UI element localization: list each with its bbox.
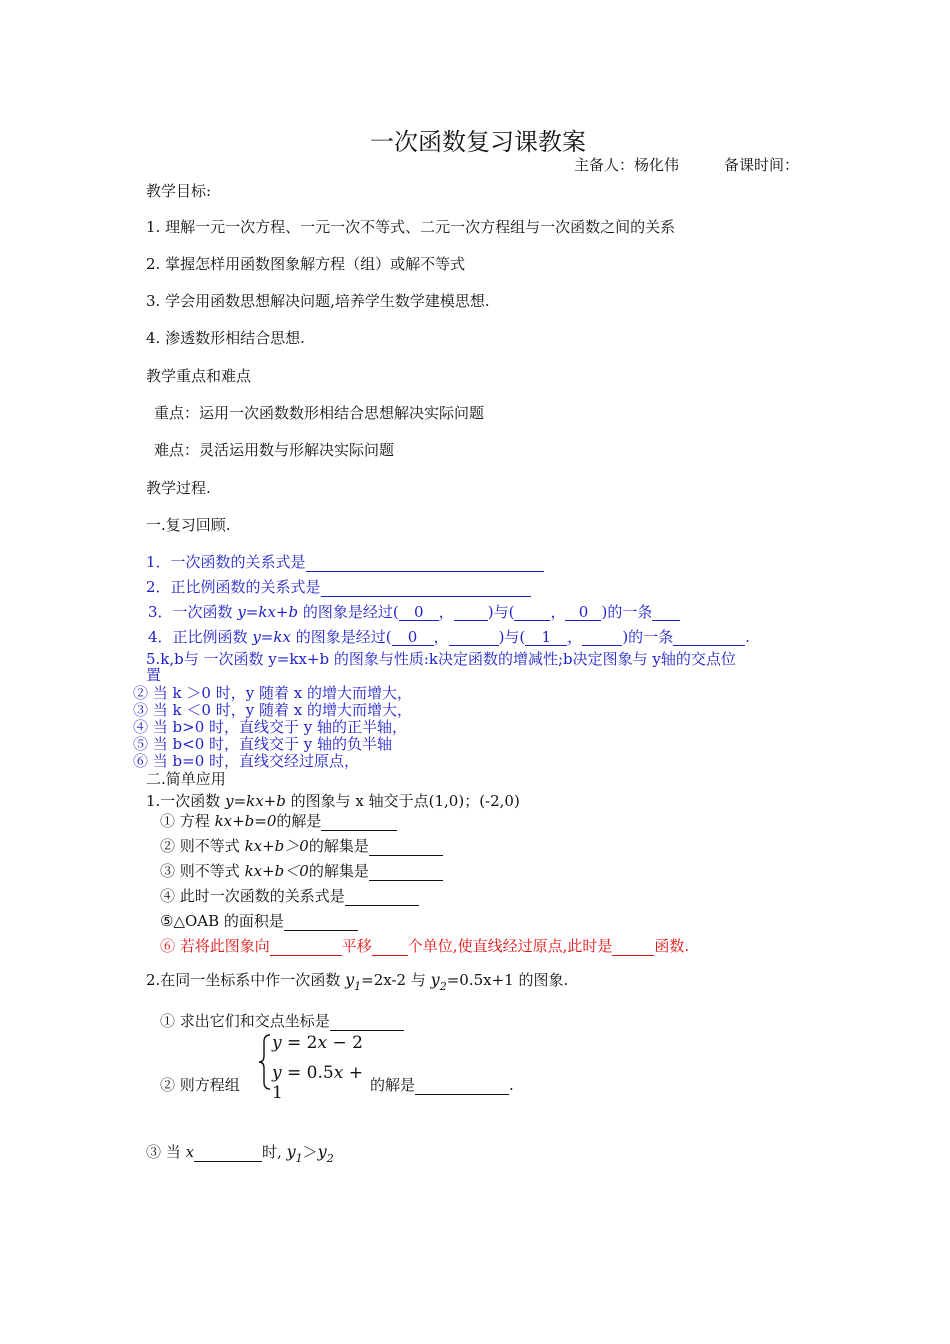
app-p1-s1-eq: kx+b=0	[214, 812, 277, 830]
objective-item-3: 3. 学会用函数思想解决问题,培养学生数学建模思想.	[146, 292, 490, 310]
app-p2-eq1: =2x-2	[361, 971, 407, 989]
app-p2-eq2: =0.5x+1 的图象.	[446, 971, 569, 989]
app-p2-sub1: 1	[354, 980, 362, 993]
review-q3-func: y=kx+b	[237, 603, 299, 621]
app-p1-intro-b: 的图象与 x 轴交于点(1,0)；(-2,0)	[290, 792, 520, 810]
review-q4-blank-a2	[449, 629, 499, 646]
app-p1-s5-text: ⑤△OAB 的面积是	[160, 912, 284, 930]
eq2-const: + 1	[272, 1063, 363, 1103]
app-p1-intro-func: y=kx+b	[225, 792, 286, 810]
app-p1-intro	[146, 790, 520, 811]
review-q4-blank-end	[673, 629, 745, 646]
preparer-label: 主备人：杨化伟	[574, 156, 680, 174]
review-prop-5: ⑤ 当 b<0 时，直线交于 y 轴的负半轴	[133, 735, 393, 753]
review-q4-end: .	[745, 628, 750, 646]
review-q4-blank-b2	[582, 629, 622, 646]
review-q4-suffix: )的一条	[622, 628, 674, 646]
eq1-y: y	[272, 1033, 282, 1053]
eq2-x: x	[333, 1063, 344, 1083]
app-p2-s3-blank	[194, 1143, 262, 1162]
app-p2-sub2: 2	[439, 980, 447, 993]
app-p1-s2-blank	[369, 837, 443, 856]
review-q4-mid: 的图象是经过(	[295, 628, 392, 646]
app-p1-s1-a: ① 方程	[160, 812, 210, 830]
app-p1-s2-a: ② 则不等式	[160, 837, 240, 855]
app-p1-s1-blank	[321, 812, 397, 831]
review-q1	[146, 551, 544, 572]
eq2-coef: = 0.5	[281, 1063, 334, 1083]
app-p2-s3-b: 时,	[262, 1143, 282, 1161]
review-q4-comma: ，	[433, 628, 449, 646]
app-p2-s3-a: ③ 当	[146, 1143, 181, 1161]
app-p1-s4-text: ④ 此时一次函数的关系式是	[160, 887, 345, 905]
keypoint-difficulty: 难点：灵活运用数与形解决实际问题	[154, 441, 395, 459]
objective-item-4: 4. 渗透数形相结合思想.	[146, 329, 305, 347]
app-p1-s5-blank	[284, 912, 358, 931]
review-q1-text: 1．一次函数的关系式是	[146, 553, 306, 571]
app-p2-intro-a: 2.在同一坐标系中作一次函数	[146, 971, 341, 989]
app-p2-y1: y	[345, 970, 355, 989]
app-p1-s6-b: 平移	[341, 937, 372, 955]
review-q3-comma-2: ，	[550, 603, 566, 621]
app-p1-intro-a: 1.一次函数	[146, 792, 221, 810]
app-p2-s3-sub1: 1	[295, 1152, 303, 1165]
app-p2-s2	[370, 1074, 514, 1095]
app-p1-s6	[160, 935, 689, 956]
review-q3-blank-b1	[514, 604, 550, 621]
keypoints-heading: 教学重点和难点	[146, 367, 252, 385]
equation-system	[258, 1033, 378, 1103]
brace-icon	[258, 1034, 272, 1090]
app-p2-s3-y1: y	[286, 1142, 296, 1161]
app-p2-and: 与	[410, 971, 426, 989]
app-p1-s6-a: ⑥ 若将此图象向	[160, 937, 270, 955]
app-p2-s2-label: ② 则方程组	[160, 1076, 240, 1094]
app-p2-intro	[146, 969, 569, 993]
review-prop-2: ② 当 k ＞0 时，y 随着 x 的增大而增大，	[133, 684, 412, 702]
app-p2-s3	[146, 1141, 334, 1165]
app-p2-s3-x: x	[185, 1143, 195, 1161]
app-p2-s3-gt: ＞	[302, 1143, 318, 1161]
app-p2-s2-b: 的解是	[370, 1076, 416, 1094]
app-p1-s3-b: 的解集是	[308, 862, 369, 880]
app-p1-s6-blank-1	[270, 937, 342, 956]
review-q3-blank-a2	[454, 604, 488, 621]
app-p1-s3-eq: kx+b＜0	[244, 862, 309, 880]
page-title: 一次函数复习课教案	[370, 128, 586, 156]
app-p2-s3-sub2: 2	[326, 1152, 334, 1165]
app-p1-s1-b: 的解是	[276, 812, 322, 830]
prep-time-label: 备课时间：	[724, 156, 800, 174]
app-p2-s2-blank	[415, 1076, 509, 1095]
app-p2-s2-end: .	[509, 1076, 514, 1094]
eq1-x: x	[317, 1033, 328, 1053]
app-p2-y2: y	[430, 970, 440, 989]
app-p2-s1	[160, 1010, 404, 1031]
review-q4-prefix: 4．正比例函数	[148, 628, 248, 646]
review-q4-close-and: )与(	[498, 628, 526, 646]
app-p1-s6-d: 函数.	[654, 937, 690, 955]
review-q5-line1: 5.k,b与 一次函数 y=kx+b 的图象与性质:k决定函数的增减性;b决定图象与 y轴的交点位	[146, 650, 736, 668]
app-p1-s3	[160, 860, 443, 881]
eq1-const: − 2	[327, 1033, 363, 1053]
application-heading: 二.简单应用	[146, 770, 226, 788]
app-p1-s2	[160, 835, 443, 856]
objective-item-1: 1. 理解一元一次方程、一元一次不等式、二元一次方程组与一次函数之间的关系	[146, 218, 676, 236]
review-q3-blank-b2: 0	[565, 604, 601, 621]
app-p1-s4-blank	[345, 887, 419, 906]
review-q3-suffix: )的一条	[601, 603, 653, 621]
process-heading: 教学过程.	[146, 479, 211, 497]
app-p1-s3-a: ③ 则不等式	[160, 862, 240, 880]
review-q3-comma: ，	[438, 603, 454, 621]
review-prop-4: ④ 当 b>0 时，直线交于 y 轴的正半轴，	[133, 718, 408, 736]
review-prop-6: ⑥ 当 b=0 时，直线交经过原点，	[133, 752, 360, 770]
eq2-y: y	[272, 1063, 282, 1083]
app-p1-s4	[160, 885, 419, 906]
keypoint-focus: 重点：运用一次函数数形相结合思想解决实际问题	[154, 404, 485, 422]
app-p1-s1	[160, 810, 397, 831]
review-q3	[148, 601, 680, 622]
equation-2	[272, 1063, 378, 1103]
review-q3-blank-a1: 0	[399, 604, 439, 621]
review-q2-text: 2．正比例函数的关系式是	[146, 578, 321, 596]
objectives-heading: 教学目标:	[146, 182, 212, 200]
app-p1-s2-b: 的解集是	[308, 837, 369, 855]
review-q4-blank-b1: 1	[525, 629, 567, 646]
app-p1-s2-eq: kx+b＞0	[244, 837, 309, 855]
app-p1-s3-blank	[369, 862, 443, 881]
review-q3-prefix: 3．一次函数	[148, 603, 233, 621]
review-q4-func: y=kx	[252, 628, 291, 646]
app-p1-s6-c: 个单位,使直线经过原点,此时是	[407, 937, 613, 955]
review-prop-3: ③ 当 k ＜0 时，y 随着 x 的增大而增大，	[133, 701, 412, 719]
review-q4-comma-2: ，	[567, 628, 583, 646]
app-p2-s3-y2: y	[317, 1142, 327, 1161]
objective-item-2: 2. 掌握怎样用函数图象解方程（组）或解不等式	[146, 255, 466, 273]
app-p2-s1-blank	[330, 1012, 404, 1031]
review-q4-blank-a1: 0	[392, 629, 434, 646]
app-p2-s1-text: ① 求出它们和交点坐标是	[160, 1012, 330, 1030]
app-p1-s6-blank-3	[612, 937, 654, 956]
app-p1-s5	[160, 910, 358, 931]
review-q5-line2: 置	[146, 666, 162, 684]
app-p1-s6-blank-2	[372, 937, 408, 956]
review-q3-close-and: )与(	[487, 603, 515, 621]
review-q2	[146, 576, 531, 597]
eq1-coef: = 2	[281, 1033, 318, 1053]
review-q4	[148, 626, 750, 647]
review-q3-blank-end	[652, 604, 680, 621]
review-q3-mid: 的图象是经过(	[302, 603, 399, 621]
review-heading: 一.复习回顾.	[146, 516, 231, 534]
equation-1	[272, 1033, 363, 1053]
review-q1-blank	[306, 553, 544, 572]
review-q2-blank	[321, 578, 531, 597]
